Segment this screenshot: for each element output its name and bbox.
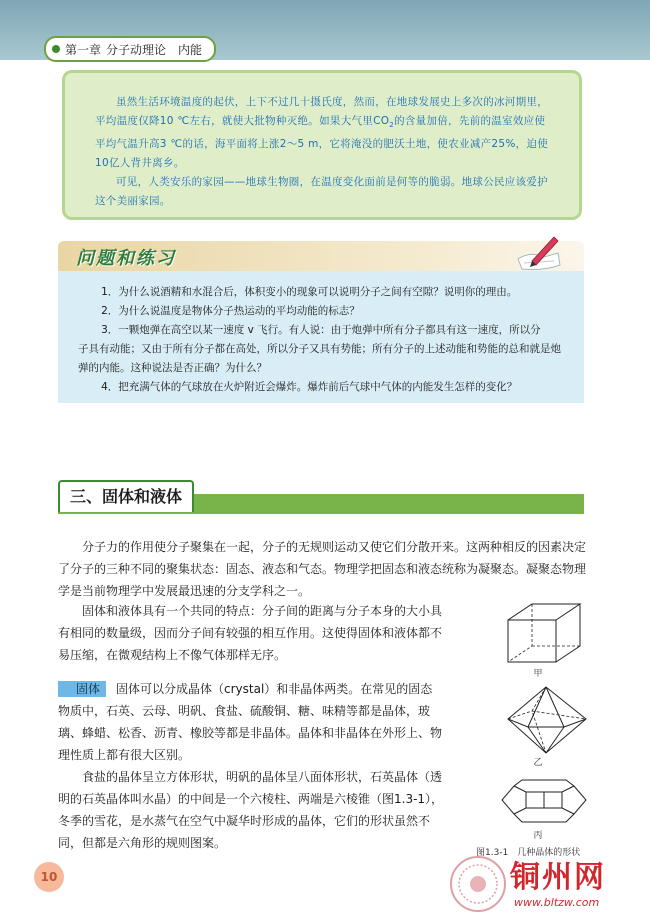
solid-text: 固体可以分成晶体（crystal）和非晶体两类。在常见的固态物质中，石英、云母、明矾、食盐、硫酸铜、糖、味精等都是晶体，玻璃、蜂蜡、松香、沥青、橡胶等都是非晶体。晶体和非晶体在外形上、物理性质上都有很大区别。 [58,682,443,762]
section-title: 三、固体和液体 [58,480,194,512]
watermark [448,852,648,920]
watermark-url: www.bltzw.com [514,896,600,909]
question-2: 2．为什么说温度是物体分子热运动的平均动能的标志？ [101,305,360,317]
watermark-seal-icon [448,854,508,914]
common-text: 固体和液体具有一个共同的特点：分子间的距离与分子本身的大小具有相同的数量级，因而分子间有较强的相互作用。这使得固体和液体都不易压缩，在微观结构上不像气体那样无序。 [58,604,443,662]
chapter-number: 第一章 [65,42,102,57]
section-header [58,480,584,516]
common-paragraph [58,600,444,666]
salt-paragraph [58,766,444,854]
solid-paragraph [58,678,444,766]
chapter-tab [44,36,216,62]
intro-text: 分子力的作用使分子聚集在一起，分子的无规则运动又使它们分散开来。这两种相反的因素决定了分子的三种不同的聚集状态：固态、液态和气态。物理学把固态和液态统称为凝聚态。凝聚态物理学是当前物理学中发展最迅速的分支学科之一。 [58,540,587,598]
bullet-dot-icon [52,45,60,53]
hexagonal-crystal-diagram [500,774,590,828]
exercise-header [58,241,584,271]
pen-notebook-icon [514,233,564,275]
salt-text: 食盐的晶体呈立方体形状，明矾的晶体呈八面体形状，石英晶体（透明的石英晶体叫水晶）的中间是一个六棱柱、两端是六棱锥（图1.3-1），冬季的雪花，是水蒸气在空气中凝华时形成的晶体，它们的形状虽然不同，但都是六角形的规则图案。 [58,770,444,850]
figure-label-b: 乙 [533,758,543,768]
watermark-text: 铜州网 [510,860,606,895]
cube-crystal-diagram [502,600,592,666]
solid-tag: 固体 [58,681,106,697]
question-4: 4．把充满气体的气球放在火炉附近会爆炸。爆炸前后气球中气体的内能发生怎样的变化？ [101,381,518,393]
question-3-line-2: 子具有动能；又由于所有分子都在高处，所以分子又具有势能；所有分子的上述动能和势能的总和就是炮弹的内能。这种说法是否正确？为什么？ [78,343,561,374]
figure-label-c: 丙 [533,831,543,841]
reading-box [62,70,582,220]
crystal-figure [470,600,630,858]
chapter-title: 分子动理论 内能 [106,42,203,57]
exercise-box [58,271,584,403]
question-3-line-1: 3．一颗炮弹在高空以某一速度 v 飞行。有人说：由于炮弹中所有分子都具有这一速度，所以分 [101,324,541,336]
figure-label-a: 甲 [533,669,543,679]
figure-caption: 图1.3-1 几种晶体的形状 [476,848,581,858]
exercise-title: 问题和练习 [76,248,176,269]
question-1: 1．为什么说酒精和水混合后，体积变小的现象可以说明分子之间有空隙？说明你的理由。 [101,286,518,298]
reading-paragraph-2: 可见，人类安乐的家园——地球生物圈，在温度变化面前是何等的脆弱。地球公民应该爱护这个美丽家园。 [95,176,548,208]
octahedron-crystal-diagram [502,685,592,755]
reading-paragraph-1: 虽然生活环境温度的起伏，上下不过几十摄氏度，然而，在地球发展史上多次的冰河期里，平均温度仅降10 ℃左右，就使大批物种灭绝。如果大气里$CO_2$的含量加倍，先前的温室效应使平均气温升高3 ℃的话，海平面将上涨2～5 m，它将淹没的肥沃土地，使农业减产25%，迫使10亿人背井离乡。 [95,96,549,170]
intro-paragraph [58,536,588,602]
page-number: 10 [34,862,64,892]
